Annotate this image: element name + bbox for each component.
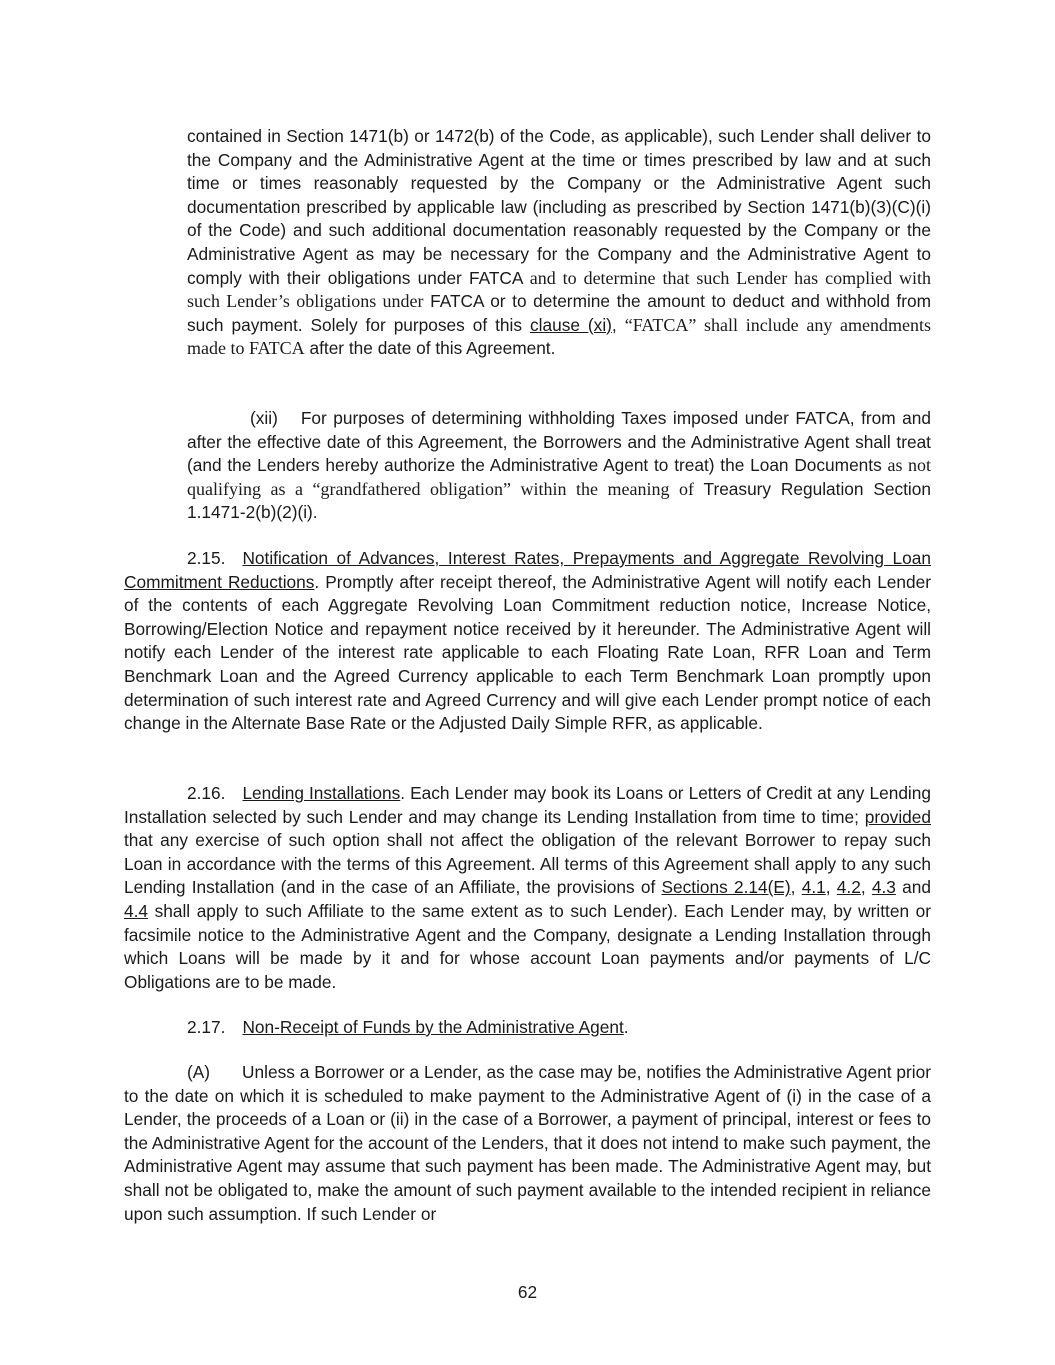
section-2-15 (124, 547, 931, 736)
text: and (902, 877, 931, 898)
section-reference: 4.3 (871, 877, 896, 898)
text: Unless a Borrower or a Lender, as the case may be, notifies the Administrative Agent prior to the date on which it is scheduled to make payment to the Administrative Agent of (i) in the case of a Lender, the proceeds of a Loan or (ii) in the case of a Borrower, a payment of principal, interest or fees to the Administrative Agent for the account of the Lenders, that it does not intend to make such payment, the Administrative Agent may assume that such payment has been made. The Administrative Agent may, but shall not be obligated to, make the amount of such payment available to the intended recipient in reliance upon such assumption. If such Lender or (124, 1062, 931, 1224)
paragraph-a (124, 1061, 931, 1226)
text: that any exercise of such option shall not affect the obligation of the relevant Borrower to repay such Loan in accordance with the terms of this Agreement. All terms of this Agreement shall apply to any such Lending Installation (and in the case of an Affiliate, the provisions of (124, 830, 931, 898)
section-title: Non-Receipt of Funds by the Administrative Agent (242, 1017, 624, 1037)
text: Treasury Regulation Section 1.1471-2(b)(2)(i). (187, 478, 931, 523)
text: , (825, 877, 831, 898)
item-number: (A) (187, 1062, 211, 1082)
text: as not qualifying as a “grandfathered obligation” within the meaning of (187, 455, 931, 499)
paragraph-xii (187, 407, 931, 525)
text: , (790, 877, 796, 898)
text: FATCA or to determine the amount to deduct and withhold from such payment. Solely for purposes of this (187, 291, 931, 335)
text: contained in Section 1471(b) or 1472(b) of the Code, as applicable), such Lender shall deliver to the Company and the Administrative Agent at the time or times prescribed by law and at such time or times reasonably requested by the Company or the Administrative Agent such documentation prescribed by applicable law (including as prescribed by Section 1471(b)(3)(C)(i) of the Code) and such additional documentation reasonably requested by the Company or the Administrative Agent as may be necessary for the Company and the Administrative Agent to comply with their obligations under FATCA (187, 126, 931, 288)
item-number: (xii) (250, 408, 278, 428)
section-reference: 4.1 (801, 877, 826, 898)
provided-term: provided (864, 806, 931, 827)
text: For purposes of determining withholding Taxes imposed under FATCA, from and after the effective date of this Agreement, the Borrowers and the Administrative Agent shall treat (and the Lenders hereby authorize the Administrative Agent to treat) the Loan Documents (187, 408, 931, 476)
text: , (860, 877, 866, 898)
paragraph-fatca-documentation (187, 125, 931, 361)
section-reference: 4.2 (836, 877, 861, 898)
page-number: 62 (517, 1282, 538, 1302)
clause-xi-reference: clause (xi) (530, 314, 612, 335)
section-2-16 (124, 782, 931, 994)
section-reference: Sections 2.14(E) (661, 877, 791, 898)
section-number: 2.16. (187, 783, 226, 803)
text: after the date of this Agreement. (309, 338, 556, 359)
text: , (611, 314, 617, 335)
section-title: Lending Installations (242, 783, 401, 803)
text: . (623, 1017, 629, 1037)
section-2-17 (124, 1016, 931, 1040)
text: and to determine that such Lender has complied with such Lender’s obligations under (187, 267, 932, 312)
text: “FATCA” shall include any amendments made to FATCA (187, 314, 931, 359)
text: shall apply to such Affiliate to the same extent as to such Lender). Each Lender may, by written or facsimile notice to the Administrative Agent and the Company, designate a Lending Installation through which Loans will be made by it and for whose account Loan payments and/or payments of L/C Obligations are to be made. (124, 900, 931, 992)
section-body: . Promptly after receipt thereof, the Administrative Agent will notify each Lender of the contents of each Aggregate Revolving Loan Commitment reduction notice, Increase Notice, Borrowing/Election Notice and repayment notice received by it hereunder. The Administrative Agent will notify each Lender of the interest rate applicable to each Floating Rate Loan, RFR Loan and Term Benchmark Loan and the Agreed Currency applicable to each Term Benchmark Loan promptly upon determination of such interest rate and Agreed Currency and will give each Lender prompt notice of each change in the Alternate Base Rate or the Adjusted Daily Simple RFR, as applicable. (124, 571, 932, 734)
section-title: Notification of Advances, Interest Rates, Prepayments and Aggregate Revolving Loan Commitment Reductions (124, 548, 931, 592)
section-reference: 4.4 (124, 900, 149, 921)
section-number: 2.17. (187, 1017, 226, 1037)
section-number: 2.15. (187, 548, 226, 568)
text: . Each Lender may book its Loans or Letters of Credit at any Lending Installation selected by such Lender and may change its Lending Installation from time to time; (124, 783, 931, 827)
